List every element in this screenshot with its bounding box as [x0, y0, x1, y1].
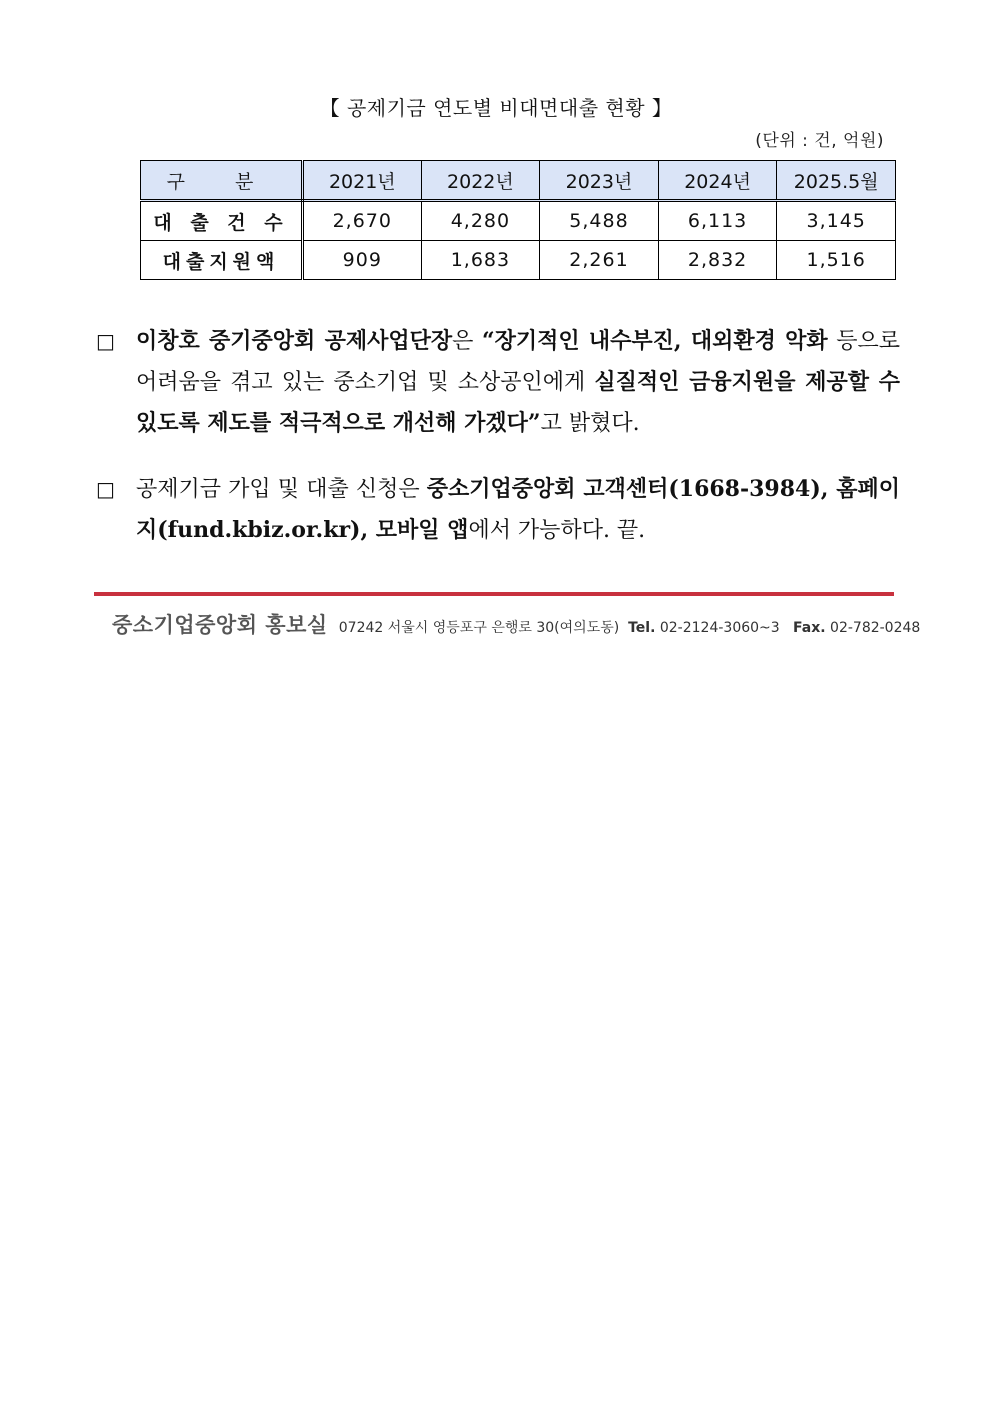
footer-divider	[94, 592, 894, 596]
text-segment: 등으로 어려움을 겪고 있는 중소기업 및 소상공인에게	[136, 329, 901, 395]
fax-number: 02-782-0248	[830, 620, 921, 636]
column-header: 2024년	[658, 161, 777, 201]
row-header	[141, 201, 303, 241]
row-header	[141, 241, 303, 280]
paragraph-application	[96, 469, 900, 551]
loan-stats-table	[140, 160, 896, 280]
table-header-row	[141, 161, 896, 201]
column-header: 2023년	[540, 161, 659, 201]
column-header: 2022년	[421, 161, 540, 201]
square-bullet-icon: □	[96, 477, 115, 501]
paragraph-body	[136, 321, 900, 444]
footer-org: 중소기업중앙회 홍보실	[112, 613, 328, 637]
table-cell: 2,670	[303, 201, 422, 241]
table-cell: 5,488	[540, 201, 659, 241]
table-title: 【 공제기금 연도별 비대면대출 현황 】	[319, 96, 673, 120]
column-header: 2021년	[303, 161, 422, 201]
table-cell: 6,113	[658, 201, 777, 241]
table-cell: 1,683	[421, 241, 540, 280]
table-cell: 909	[303, 241, 422, 280]
table-cell: 4,280	[421, 201, 540, 241]
row-label: 대 출 건 수	[153, 211, 289, 234]
tel-label: Tel.	[628, 620, 656, 636]
text-segment: 은	[452, 329, 482, 354]
table-corner-header	[141, 161, 303, 201]
square-bullet-icon: □	[96, 329, 115, 353]
table-cell: 3,145	[777, 201, 896, 241]
table-row	[141, 241, 896, 280]
fax-label: Fax.	[793, 620, 826, 636]
table-row	[141, 201, 896, 241]
footer-address-text: 07242 서울시 영등포구 은행로 30(여의도동)	[338, 620, 620, 636]
text-segment: 에서 가능하다. 끝.	[468, 518, 646, 543]
row-label: 대출지원액	[162, 250, 280, 273]
footer	[112, 609, 920, 639]
tel-number: 02-2124-3060~3	[659, 620, 780, 636]
table-cell: 2,261	[540, 241, 659, 280]
text-segment: 고 밝혔다.	[540, 411, 640, 436]
text-segment: 실질적인 금융지원을 제공할 수 있도록 제도를 적극적으로 개선해 가겠다”	[136, 369, 900, 436]
unit-note: (단위 : 건, 억원)	[755, 131, 884, 151]
text-segment: 공제기금 가입 및 대출 신청은	[136, 477, 427, 502]
paragraph-quote	[96, 321, 900, 444]
text-segment: 이창호 중기중앙회 공제사업단장	[136, 328, 453, 354]
corner-label: 구 분	[166, 170, 276, 193]
text-segment: 중소기업중앙회 고객센터(1668-3984), 홈페이지(fund.kbiz.or.kr), 모바일 앱	[136, 476, 900, 543]
column-header: 2025.5월	[777, 161, 896, 201]
text-segment: “장기적인 내수부진, 대외환경 악화	[481, 328, 828, 354]
paragraph-body	[136, 469, 900, 551]
footer-address	[339, 620, 921, 636]
table-cell: 1,516	[777, 241, 896, 280]
table-cell: 2,832	[658, 241, 777, 280]
